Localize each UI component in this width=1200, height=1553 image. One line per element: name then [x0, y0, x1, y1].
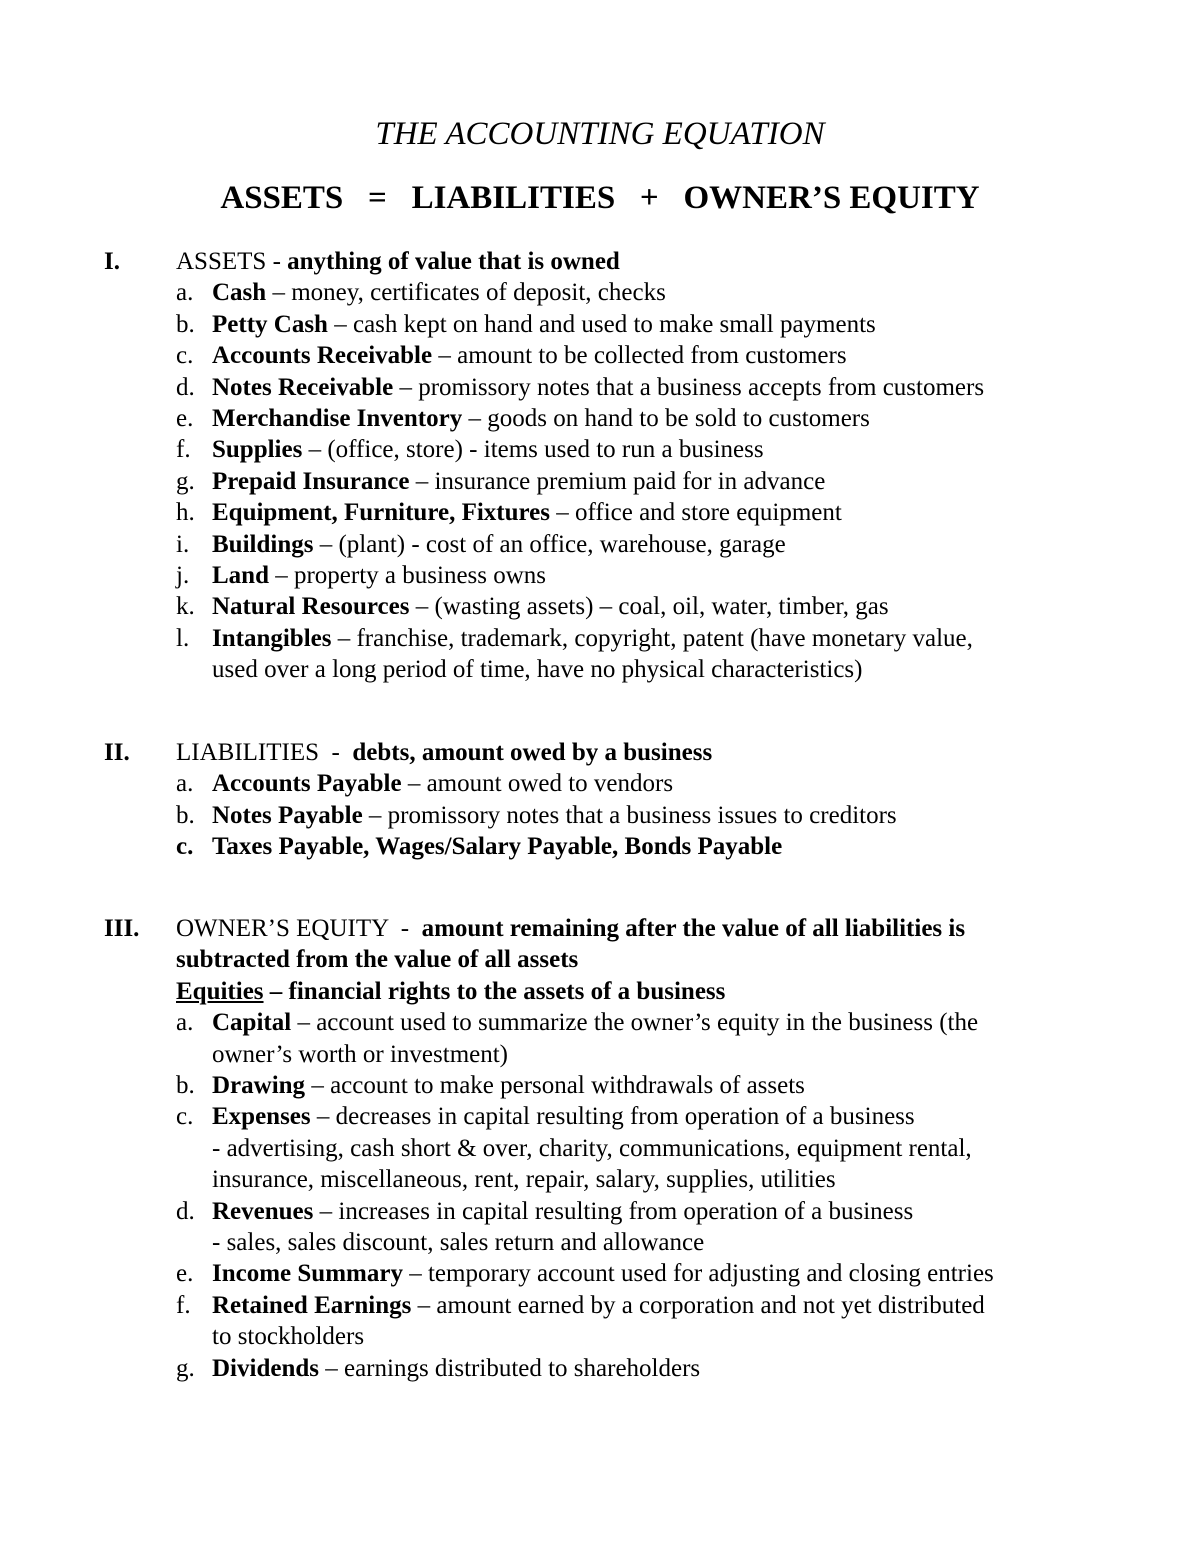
item-text: – insurance premium paid for in advance — [409, 467, 826, 495]
item-text: – office and store equipment — [550, 499, 842, 527]
section-heading — [176, 737, 1096, 768]
item-letter: a. — [176, 770, 194, 798]
item-text: – property a business owns — [268, 562, 547, 590]
list-item — [176, 340, 1096, 371]
section-term: OWNER’S EQUITY — [176, 915, 389, 942]
list-item — [176, 1101, 1096, 1195]
list-item — [176, 1070, 1096, 1101]
item-text: – account used to summarize the owner’s equity in the business (the — [291, 1009, 979, 1037]
section-description: amount remaining after the value of all liabilities is — [421, 915, 966, 942]
liability-list — [176, 768, 1096, 862]
document-title: THE ACCOUNTING EQUATION — [375, 116, 825, 152]
list-item — [176, 309, 1096, 340]
item-term: Equipment, Furniture, Fixtures — [212, 499, 550, 527]
item-letter: e. — [176, 405, 194, 433]
item-term: Accounts Receivable — [212, 342, 433, 370]
item-term: Buildings — [212, 530, 314, 558]
section-separator: - — [266, 248, 288, 275]
section-heading — [176, 246, 1096, 277]
list-item — [176, 1007, 1096, 1070]
item-letter: b. — [176, 801, 195, 829]
item-letter: g. — [176, 467, 195, 495]
item-text: – franchise, trademark, copyright, patent (have monetary value, — [331, 624, 973, 652]
item-term: Prepaid Insurance — [212, 467, 410, 495]
item-term: Intangibles — [212, 624, 332, 652]
item-term: Income Summary — [212, 1260, 403, 1288]
section-description: anything of value that is owned — [287, 248, 620, 275]
item-text: – decreases in capital resulting from operation of a business — [310, 1103, 915, 1131]
item-letter: b. — [176, 1072, 195, 1100]
list-item — [176, 466, 1096, 497]
list-item — [176, 560, 1096, 591]
section-term: LIABILITIES — [176, 739, 320, 766]
item-letter: b. — [176, 310, 195, 338]
section-separator: - — [319, 739, 353, 766]
list-item — [176, 768, 1096, 799]
item-text: – money, certificates of deposit, checks — [266, 279, 666, 307]
list-item — [176, 497, 1096, 528]
item-letter: g. — [176, 1354, 195, 1382]
list-item — [176, 1258, 1096, 1289]
item-letter: a. — [176, 1009, 194, 1037]
item-text: – amount owed to vendors — [401, 770, 674, 798]
section-body — [176, 737, 1096, 863]
section-separator: - — [388, 915, 422, 942]
list-item — [176, 623, 1096, 686]
list-item — [176, 1196, 1096, 1259]
item-term: Capital — [212, 1009, 292, 1037]
item-letter: d. — [176, 1197, 195, 1225]
section-heading — [176, 913, 1096, 944]
item-text: – amount to be collected from customers — [432, 342, 847, 370]
item-letter: l. — [176, 624, 190, 652]
item-letter: a. — [176, 279, 194, 307]
list-item — [176, 277, 1096, 308]
list-item — [176, 529, 1096, 560]
section-description: debts, amount owed by a business — [352, 739, 713, 766]
item-text: – (office, store) - items used to run a business — [302, 436, 764, 464]
item-continuation: owner’s worth or investment) — [212, 1040, 509, 1068]
item-term: Drawing — [212, 1072, 306, 1100]
item-text: – amount earned by a corporation and not yet distributed — [411, 1291, 985, 1319]
list-item — [176, 591, 1096, 622]
item-letter: f. — [176, 436, 191, 464]
item-term: Cash — [212, 279, 267, 307]
section-numeral: I. — [104, 248, 120, 275]
item-term: Accounts Payable — [212, 770, 402, 798]
list-item — [176, 1353, 1096, 1384]
item-continuation: - sales, sales discount, sales return and allowance — [212, 1229, 705, 1257]
item-letter: e. — [176, 1260, 194, 1288]
item-term: Petty Cash — [212, 310, 328, 338]
item-letter: c. — [176, 342, 194, 370]
item-term: Expenses — [212, 1103, 311, 1131]
asset-list — [176, 277, 1096, 685]
list-item — [176, 372, 1096, 403]
item-letter: f. — [176, 1291, 191, 1319]
item-text: – cash kept on hand and used to make small payments — [327, 310, 876, 338]
item-text: – promissory notes that a business accepts from customers — [393, 373, 985, 401]
item-continuation: used over a long period of time, have no physical characteristics) — [212, 656, 863, 684]
list-item — [176, 1290, 1096, 1353]
item-term: Merchandise Inventory — [212, 405, 463, 433]
equities-text: – financial rights to the assets of a business — [263, 977, 726, 1005]
item-text: – promissory notes that a business issues to creditors — [362, 801, 897, 829]
item-text: – increases in capital resulting from operation of a business — [313, 1197, 914, 1225]
item-text: – account to make personal withdrawals of assets — [305, 1072, 805, 1100]
item-letter: d. — [176, 373, 195, 401]
item-term: Retained Earnings — [212, 1291, 412, 1319]
section-body — [176, 913, 1096, 1384]
item-text: – earnings distributed to shareholders — [318, 1354, 701, 1382]
section-numeral: III. — [104, 915, 140, 942]
item-continuation: - advertising, cash short & over, charity, communications, equipment rental, — [212, 1134, 972, 1162]
item-letter: c. — [176, 833, 194, 861]
item-letter: c. — [176, 1103, 194, 1131]
accounting-equation: ASSETS = LIABILITIES + OWNER’S EQUITY — [220, 180, 980, 216]
item-text: – temporary account used for adjusting and closing entries — [402, 1260, 994, 1288]
item-continuation: insurance, miscellaneous, rent, repair, salary, supplies, utilities — [212, 1166, 836, 1194]
item-term: Revenues — [212, 1197, 314, 1225]
equities-term: Equities — [176, 977, 264, 1005]
section-term: ASSETS — [176, 248, 267, 275]
list-item — [176, 434, 1096, 465]
section-body — [176, 246, 1096, 686]
list-item — [176, 831, 1096, 862]
item-text: – (wasting assets) – coal, oil, water, timber, gas — [409, 593, 889, 621]
section-numeral: II. — [104, 739, 130, 766]
item-letter: h. — [176, 499, 195, 527]
item-term: Dividends — [212, 1354, 319, 1382]
item-letter: j. — [176, 562, 190, 590]
item-term: Natural Resources — [212, 593, 410, 621]
item-term: Land — [212, 562, 269, 590]
list-item — [176, 403, 1096, 434]
item-term: Notes Payable — [212, 801, 363, 829]
item-letter: i. — [176, 530, 190, 558]
item-text: – (plant) - cost of an office, warehouse, garage — [313, 530, 786, 558]
item-term: Taxes Payable, Wages/Salary Payable, Bonds Payable — [212, 833, 783, 861]
item-letter: k. — [176, 593, 195, 621]
equities-definition — [176, 976, 1096, 1007]
item-term: Notes Receivable — [212, 373, 394, 401]
section-description-continuation: subtracted from the value of all assets — [176, 946, 579, 974]
equity-list — [176, 1007, 1096, 1384]
list-item — [176, 800, 1096, 831]
item-text: – goods on hand to be sold to customers — [462, 405, 870, 433]
item-continuation: to stockholders — [212, 1323, 365, 1351]
item-term: Supplies — [212, 436, 303, 464]
